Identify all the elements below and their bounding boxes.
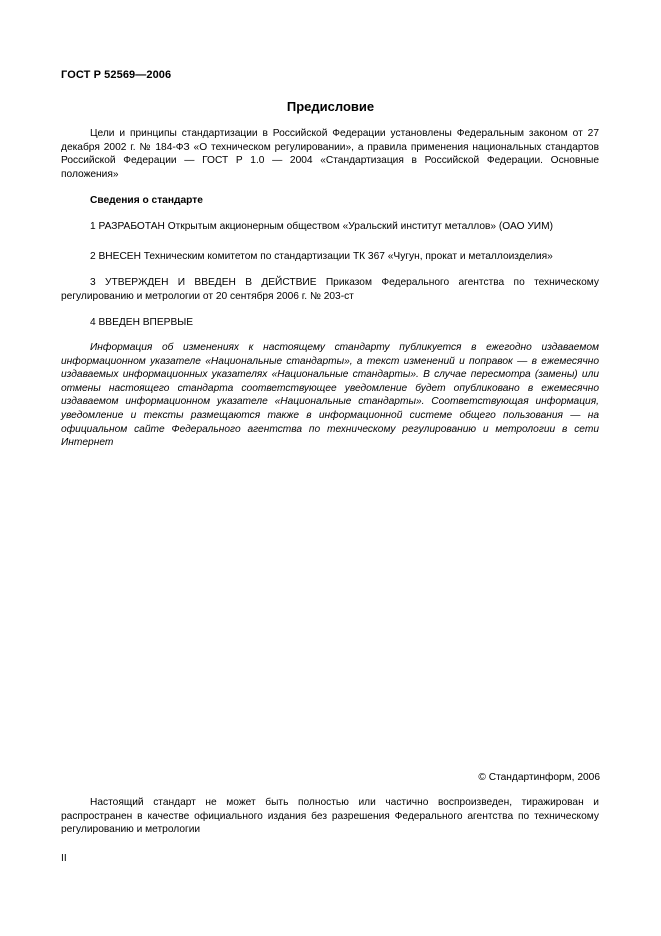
info-item-text: 2 ВНЕСЕН Техническим комитетом по стандартизации ТК 367 «Чугун, прокат и металлоизделия» (90, 251, 553, 262)
standard-code: ГОСТ Р 52569—2006 (61, 69, 172, 81)
info-item-text: 4 ВВЕДЕН ВПЕРВЫЕ (90, 317, 194, 328)
info-item-approved (61, 276, 599, 303)
info-item-submitted (61, 250, 599, 264)
info-item-text: 3 УТВЕРЖДЕН И ВВЕДЕН В ДЕЙСТВИЕ Приказом Федерального агентства по техническому регулированию и метрологии от 20 сентября 2006 г. № 203-ст (61, 277, 599, 302)
reproduction-notice-text: Настоящий стандарт не может быть полностью или частично воспроизведен, тиражирован и распространен в качестве официального издания без разрешения Федерального агентства по техническому регулированию и метрологии (61, 797, 599, 836)
intro-paragraph (61, 127, 599, 181)
info-item-text: 1 РАЗРАБОТАН Открытым акционерным обществом «Уральский институт металлов» (ОАО УИМ) (90, 221, 553, 232)
intro-text: Цели и принципы стандартизации в Российской Федерации установлены Федеральным законом от 27 декабря 2002 г. № 184-ФЗ «О техническом регулировании», а правила применения национальных стандартов Российской Федерации — ГОСТ Р 1.0 — 2004 «Стандартизация в Российской Федерации. Основные положения» (61, 128, 599, 180)
info-heading: Сведения о стандарте (90, 195, 203, 206)
changes-note-text: Информация об изменениях к настоящему стандарту публикуется в ежегодно издаваемом информационном указателе «Национальные стандарты», а текст изменений и поправок — в ежемесячно издаваемых информационных указателях «Национальные стандарты». В случае пересмотра (замены) или отмены настоящего стандарта соответствующее уведомление будет опубликовано в ежемесячно издаваемом информационном указателе «Национальные стандарты». Соответствующая информация, уведомление и тексты размещаются также в информационной системе общего пользования — на официальном сайте Федерального агентства по техническому регулированию и метрологии в сети Интернет (61, 342, 599, 449)
info-item-introduced (61, 316, 599, 330)
changes-note (61, 341, 599, 450)
info-item-developed (61, 220, 599, 234)
copyright: © Стандартинформ, 2006 (478, 772, 600, 783)
reproduction-notice (61, 796, 599, 837)
page-title: Предисловие (286, 99, 375, 114)
page-number: II (61, 853, 67, 864)
